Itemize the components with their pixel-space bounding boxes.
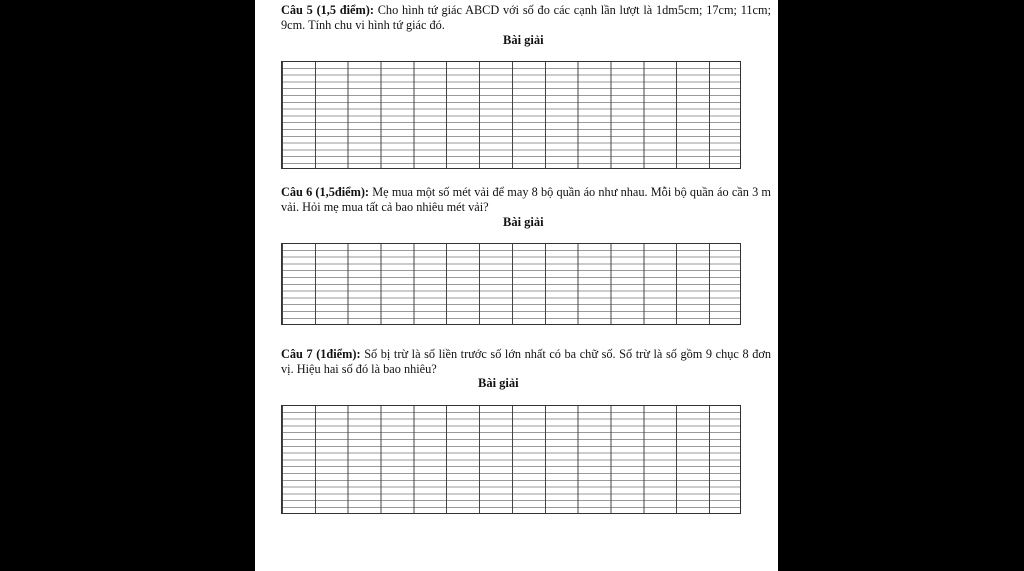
question-7-text: Số bị trừ là số liền trước số lớn nhất có ba chữ số. Số trừ là số gồm 9 chục 8 đơn vị. Hiệu hai số đó là bao nhiêu? <box>281 347 772 376</box>
question-5-answer-grid <box>281 61 741 169</box>
question-7 <box>281 347 771 377</box>
question-7-answer-grid <box>281 405 741 514</box>
worksheet-page <box>255 0 778 571</box>
question-5-solution-heading: Bài giải <box>503 33 544 47</box>
question-7-solution-heading: Bài giải <box>478 376 519 390</box>
question-5-label: Câu 5 (1,5 điểm): <box>281 3 374 17</box>
question-6-answer-grid <box>281 243 741 325</box>
question-6-solution-heading: Bài giải <box>503 215 544 229</box>
question-6-label: Câu 6 (1,5điểm): <box>281 185 370 199</box>
question-5-text: Cho hình tứ giác ABCD với số đo các cạnh lần lượt là 1dm5cm; 17cm; 11cm; 9cm. Tính chu vi hình tứ giác đó. <box>281 3 771 32</box>
question-6 <box>281 185 771 215</box>
question-6-text: Mẹ mua một số mét vải để may 8 bộ quần áo như nhau. Mỗi bộ quần áo cần 3 m vải. Hỏi mẹ mua tất cả bao nhiêu mét vải? <box>281 185 771 214</box>
question-7-label: Câu 7 (1điểm): <box>281 347 361 361</box>
question-5 <box>281 3 771 33</box>
